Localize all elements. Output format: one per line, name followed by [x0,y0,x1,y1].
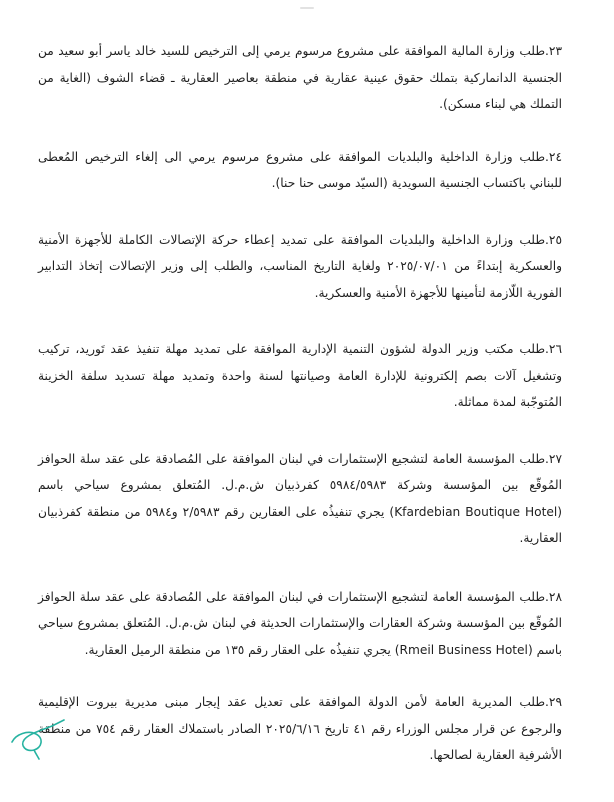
agenda-item-26 [38,336,562,416]
agenda-item-number: ٢٦. [545,342,562,356]
agenda-item-text: طلب المديرية العامة لأمن الدولة الموافقة على تعديل عقد إيجار مبنى مديرية بيروت الإقليمية والرجوع عن قرار مجلس الوزراء رقم ٤١ تاريخ ٢٠٢٥/٦/١٦ الصادر باستملاك العقار رقم ٧٥٤ من منطقة الأشرفية العقارية لصالحها. [38,695,562,762]
agenda-item-number: ٢٤. [545,149,562,164]
agenda-item-number: ٢٨. [545,589,562,604]
agenda-item-29 [38,689,562,769]
agenda-item-text: طلب مكتب وزير الدولة لشؤون التنمية الإدارية الموافقة على تمديد مهلة تنفيذ عقد تَوريد، تركيب وتشغيل آلات بصم إلكترونية للإدارة العامة وصيانتها لسنة واحدة وتمديد مهلة تسديد سلفة الخزينة المُتوجّبة لمدة مماثلة. [38,342,562,409]
agenda-item-number: ٢٣. [545,44,562,58]
agenda-item-text: طلب المؤسسة العامة لتشجيع الإستثمارات في لبنان الموافقة على المُصادقة على عقد سلة الحوافز المُوقّع بين المؤسسة وشركة ٥٩٨٤/٥٩٨٣ كفرذبيان ش.م.ل. المُتعلق بمشروع سياحي باسم (Kfardebian Boutique Hotel) يجري تنفيذُه على العقارين رقم ٢/٥٩٨٣ و٥٩٨٤ من منطقة كفرذبيان العقارية. [38,451,563,545]
agenda-item-text: طلب المؤسسة العامة لتشجيع الإستثمارات في لبنان الموافقة على المُصادقة على عقد سلة الحوافز المُوقّع بين المؤسسة وشركة العقارات والإستثمارات الحديثة في لبنان ش.م.ل. المُتعلق بمشروع سياحي باسم (Rmeil Business Hotel) يجري تنفيذُه على العقار رقم ١٣٥ من منطقة الرميل العقارية. [38,589,562,657]
agenda-item-text: طلب وزارة المالية الموافقة على مشروع مرسوم يرمي إلى الترخيص للسيد خالد ياسر أبو سعيد من الجنسية الدانماركية بتملك حقوق عينية عقارية في منطقة بعاصير العقارية ـ قضاء الشوف (الغاية من التملك هي لبناء مسكن). [38,44,562,111]
agenda-item-27 [38,446,562,552]
agenda-item-24 [38,144,562,197]
agenda-items-list [38,38,562,802]
agenda-item-number: ٢٩. [545,695,562,709]
agenda-item-23 [38,38,562,118]
agenda-item-25 [38,227,562,307]
agenda-item-text: طلب وزارة الداخلية والبلديات الموافقة على تمديد إعطاء حركة الإتصالات الكاملة للأجهزة الأمنية والعسكرية إبتداءً من ٢٠٢٥/٠٧/٠١ ولغاية التاريخ المناسب، والطلب إلى وزير الإتصالات إتخاذ التدابير الفورية اللّازمة لتأمينها للأجهزة الأمنية والعسكرية. [38,232,562,300]
agenda-item-number: ٢٧. [545,451,562,466]
page-top-mark [300,7,314,9]
agenda-item-text: طلب وزارة الداخلية والبلديات الموافقة على مشروع مرسوم يرمي الى إلغاء الترخيص المُعطى للبناني باكتساب الجنسية السويدية (السيّد موسى حنا حنا). [38,149,562,190]
agenda-item-number: ٢٥. [545,232,562,247]
agenda-item-28 [38,584,562,664]
handwritten-signature [6,712,66,760]
